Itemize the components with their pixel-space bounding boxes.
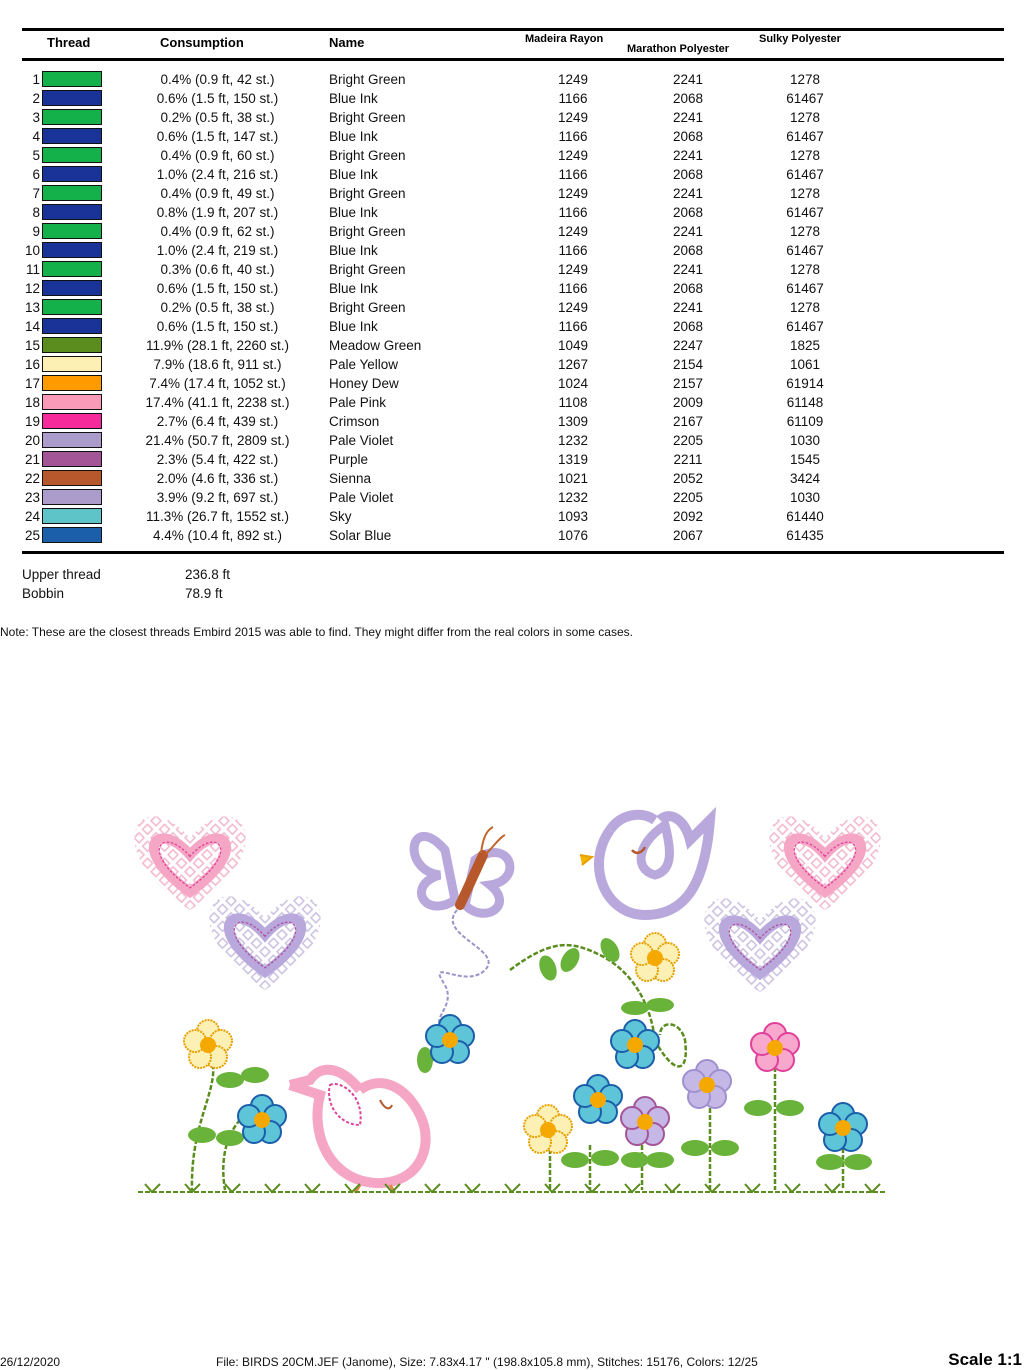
color-swatch xyxy=(42,375,102,391)
header-marathon-polyester: Marathon Polyester xyxy=(627,43,730,55)
sulky-code-cell: 1278 xyxy=(789,224,821,239)
marathon-code-cell: 2154 xyxy=(672,357,704,372)
thread-name-cell: Bright Green xyxy=(329,148,406,163)
color-swatch xyxy=(42,280,102,296)
table-row xyxy=(0,89,1024,108)
consumption-cell: 7.9% (18.6 ft, 911 st.) xyxy=(153,357,282,372)
file-info: File: BIRDS 20CM.JEF (Janome), Size: 7.83x4.17 " (198.8x105.8 mm), Stitches: 15176, Colors: 12/25 xyxy=(216,1355,758,1369)
flower-yellow-left xyxy=(184,1020,232,1068)
bird-pink xyxy=(290,1070,426,1193)
flower-violet-bottom xyxy=(621,1097,669,1145)
thread-number: 9 xyxy=(32,224,40,239)
madeira-code-cell: 1166 xyxy=(558,205,588,220)
consumption-cell: 1.0% (2.4 ft, 216 st.) xyxy=(156,167,279,182)
color-swatch xyxy=(42,242,102,258)
table-bottom-rule xyxy=(22,551,1004,554)
color-swatch xyxy=(42,318,102,334)
thread-number: 14 xyxy=(24,319,40,334)
sulky-code-cell: 1030 xyxy=(789,490,821,505)
color-swatch xyxy=(42,204,102,220)
marathon-code-cell: 2167 xyxy=(672,414,704,429)
thread-number: 6 xyxy=(32,167,40,182)
thread-name-cell: Sky xyxy=(329,509,352,524)
thread-number: 5 xyxy=(32,148,40,163)
consumption-cell: 0.6% (1.5 ft, 150 st.) xyxy=(156,281,279,296)
marathon-code-cell: 2205 xyxy=(672,433,704,448)
consumption-cell: 17.4% (41.1 ft, 2238 st.) xyxy=(145,395,290,410)
madeira-code-cell: 1108 xyxy=(558,395,588,410)
marathon-code-cell: 2157 xyxy=(672,376,704,391)
sulky-code-cell: 1278 xyxy=(789,300,821,315)
marathon-code-cell: 2068 xyxy=(672,129,704,144)
consumption-cell: 0.6% (1.5 ft, 147 st.) xyxy=(156,129,279,144)
madeira-code-cell: 1319 xyxy=(557,452,589,467)
thread-number: 7 xyxy=(32,186,40,201)
madeira-code-cell: 1166 xyxy=(558,319,588,334)
color-swatch xyxy=(42,432,102,448)
table-row xyxy=(0,260,1024,279)
table-row xyxy=(0,317,1024,336)
table-row xyxy=(0,146,1024,165)
consumption-cell: 0.3% (0.6 ft, 40 st.) xyxy=(160,262,275,277)
sulky-code-cell: 3424 xyxy=(789,471,821,486)
sulky-code-cell: 1030 xyxy=(789,433,821,448)
table-row xyxy=(0,279,1024,298)
consumption-cell: 0.6% (1.5 ft, 150 st.) xyxy=(156,91,279,106)
bird-violet xyxy=(580,815,710,915)
madeira-code-cell: 1232 xyxy=(557,490,589,505)
table-row xyxy=(0,393,1024,412)
color-swatch xyxy=(42,394,102,410)
table-row xyxy=(0,355,1024,374)
thread-name-cell: Bright Green xyxy=(329,110,406,125)
thread-name-cell: Solar Blue xyxy=(329,528,392,543)
color-swatch xyxy=(42,470,102,486)
table-row xyxy=(0,526,1024,545)
bobbin-label: Bobbin xyxy=(22,586,65,601)
sulky-code-cell: 61440 xyxy=(786,509,824,524)
flower-stems xyxy=(192,945,843,1190)
thread-number: 24 xyxy=(24,509,40,524)
thread-name-cell: Pale Violet xyxy=(329,433,394,448)
sulky-code-cell: 61467 xyxy=(786,243,824,258)
color-swatch xyxy=(42,451,102,467)
table-row xyxy=(0,184,1024,203)
madeira-code-cell: 1024 xyxy=(557,376,589,391)
thread-name-cell: Blue Ink xyxy=(329,91,378,106)
butterfly xyxy=(414,827,510,1025)
marathon-code-cell: 2067 xyxy=(672,528,704,543)
consumption-cell: 2.0% (4.6 ft, 336 st.) xyxy=(156,471,279,486)
table-row xyxy=(0,165,1024,184)
consumption-cell: 0.4% (0.9 ft, 42 st.) xyxy=(160,72,275,87)
flower-violet-mid xyxy=(683,1060,731,1108)
marathon-code-cell: 2009 xyxy=(672,395,704,410)
color-swatch xyxy=(42,527,102,543)
heart-pink-left xyxy=(134,816,245,910)
table-row xyxy=(0,431,1024,450)
thread-name-cell: Blue Ink xyxy=(329,281,378,296)
table-row xyxy=(0,298,1024,317)
thread-name-cell: Bright Green xyxy=(329,72,406,87)
sulky-code-cell: 1061 xyxy=(789,357,821,372)
embroidery-preview xyxy=(130,790,890,1200)
madeira-code-cell: 1076 xyxy=(557,528,589,543)
color-swatch xyxy=(42,147,102,163)
madeira-code-cell: 1267 xyxy=(557,357,589,372)
table-row xyxy=(0,70,1024,89)
marathon-code-cell: 2241 xyxy=(672,148,704,163)
thread-number: 11 xyxy=(25,262,40,277)
scale-label: Scale 1:1 xyxy=(948,1350,1022,1369)
thread-number: 18 xyxy=(24,395,40,410)
madeira-code-cell: 1166 xyxy=(558,129,588,144)
table-row xyxy=(0,412,1024,431)
sulky-code-cell: 61467 xyxy=(786,129,824,144)
consumption-cell: 4.4% (10.4 ft, 892 st.) xyxy=(152,528,283,543)
color-swatch xyxy=(42,299,102,315)
sulky-code-cell: 61148 xyxy=(786,395,824,410)
thread-number: 4 xyxy=(32,129,40,144)
marathon-code-cell: 2068 xyxy=(672,167,704,182)
sulky-code-cell: 61435 xyxy=(786,528,824,543)
madeira-code-cell: 1249 xyxy=(557,300,589,315)
header-sulky-polyester: Sulky Polyester xyxy=(759,33,841,45)
thread-table-body xyxy=(0,70,1024,545)
madeira-code-cell: 1249 xyxy=(557,72,589,87)
thread-name-cell: Pale Pink xyxy=(329,395,387,410)
flower-yellow-top xyxy=(631,933,679,981)
marathon-code-cell: 2241 xyxy=(672,300,704,315)
thread-number: 23 xyxy=(24,490,40,505)
color-swatch xyxy=(42,489,102,505)
consumption-cell: 0.2% (0.5 ft, 38 st.) xyxy=(160,300,275,315)
thread-number: 22 xyxy=(24,471,40,486)
madeira-code-cell: 1166 xyxy=(558,243,588,258)
sulky-code-cell: 61467 xyxy=(786,281,824,296)
marathon-code-cell: 2052 xyxy=(672,471,704,486)
thread-name-cell: Blue Ink xyxy=(329,319,378,334)
table-row xyxy=(0,374,1024,393)
madeira-code-cell: 1249 xyxy=(557,224,589,239)
color-swatch xyxy=(42,356,102,372)
sulky-code-cell: 61467 xyxy=(786,205,824,220)
marathon-code-cell: 2068 xyxy=(672,281,704,296)
madeira-code-cell: 1049 xyxy=(557,338,589,353)
color-swatch xyxy=(42,185,102,201)
table-row xyxy=(0,127,1024,146)
header-consumption: Consumption xyxy=(160,35,244,50)
thread-number: 13 xyxy=(24,300,40,315)
marathon-code-cell: 2068 xyxy=(672,91,704,106)
table-top-rule xyxy=(22,28,1004,31)
color-swatch xyxy=(42,109,102,125)
thread-number: 15 xyxy=(24,338,40,353)
sulky-code-cell: 1278 xyxy=(789,148,821,163)
thread-number: 8 xyxy=(32,205,40,220)
thread-name-cell: Bright Green xyxy=(329,262,406,277)
madeira-code-cell: 1249 xyxy=(557,262,589,277)
thread-number: 25 xyxy=(24,528,40,543)
consumption-cell: 21.4% (50.7 ft, 2809 st.) xyxy=(145,433,290,448)
upper-thread-label: Upper thread xyxy=(22,567,101,582)
color-swatch xyxy=(42,128,102,144)
marathon-code-cell: 2092 xyxy=(672,509,704,524)
print-date: 26/12/2020 xyxy=(0,1355,61,1369)
thread-number: 3 xyxy=(32,110,40,125)
heart-pink-right xyxy=(769,816,880,910)
header-thread: Thread xyxy=(47,35,91,50)
color-swatch xyxy=(42,261,102,277)
consumption-cell: 2.3% (5.4 ft, 422 st.) xyxy=(156,452,279,467)
marathon-code-cell: 2211 xyxy=(673,452,703,467)
consumption-cell: 3.9% (9.2 ft, 697 st.) xyxy=(156,490,279,505)
sulky-code-cell: 1278 xyxy=(789,72,821,87)
flower-blue-bottom xyxy=(574,1075,622,1123)
thread-number: 20 xyxy=(24,433,40,448)
consumption-cell: 1.0% (2.4 ft, 219 st.) xyxy=(156,243,279,258)
marathon-code-cell: 2241 xyxy=(672,186,704,201)
table-row xyxy=(0,108,1024,127)
consumption-cell: 7.4% (17.4 ft, 1052 st.) xyxy=(149,376,286,391)
sulky-code-cell: 1278 xyxy=(789,110,821,125)
ground-line xyxy=(138,1184,885,1192)
table-row xyxy=(0,222,1024,241)
thread-number: 17 xyxy=(24,376,40,391)
thread-number: 10 xyxy=(24,243,40,258)
color-swatch xyxy=(42,166,102,182)
color-swatch xyxy=(42,337,102,353)
color-swatch xyxy=(42,413,102,429)
thread-note: Note: These are the closest threads Embird 2015 was able to find. They might differ from the real colors in some cases. xyxy=(0,625,633,639)
flower-blue-bird xyxy=(426,1015,474,1063)
color-swatch xyxy=(42,90,102,106)
madeira-code-cell: 1093 xyxy=(557,509,589,524)
table-row xyxy=(0,488,1024,507)
sulky-code-cell: 1825 xyxy=(789,338,821,353)
consumption-cell: 0.8% (1.9 ft, 207 st.) xyxy=(156,205,279,220)
madeira-code-cell: 1166 xyxy=(558,281,588,296)
consumption-cell: 2.7% (6.4 ft, 439 st.) xyxy=(156,414,279,429)
marathon-code-cell: 2205 xyxy=(672,490,704,505)
flower-blue-right xyxy=(819,1103,867,1151)
thread-name-cell: Crimson xyxy=(329,414,380,429)
thread-name-cell: Blue Ink xyxy=(329,167,378,182)
marathon-code-cell: 2241 xyxy=(672,72,704,87)
madeira-code-cell: 1249 xyxy=(557,110,589,125)
sulky-code-cell: 61467 xyxy=(786,91,824,106)
thread-name-cell: Bright Green xyxy=(329,186,406,201)
consumption-cell: 0.4% (0.9 ft, 62 st.) xyxy=(160,224,275,239)
sulky-code-cell: 61109 xyxy=(786,414,824,429)
marathon-code-cell: 2068 xyxy=(672,243,704,258)
color-swatch xyxy=(42,508,102,524)
thread-name-cell: Pale Yellow xyxy=(329,357,399,372)
color-swatch xyxy=(42,71,102,87)
sulky-code-cell: 61914 xyxy=(786,376,824,391)
thread-name-cell: Pale Violet xyxy=(329,490,394,505)
thread-name-cell: Blue Ink xyxy=(329,129,378,144)
sulky-code-cell: 1278 xyxy=(789,262,821,277)
madeira-code-cell: 1021 xyxy=(557,471,589,486)
thread-name-cell: Blue Ink xyxy=(329,205,378,220)
consumption-cell: 0.4% (0.9 ft, 60 st.) xyxy=(160,148,275,163)
thread-name-cell: Purple xyxy=(329,452,369,467)
consumption-cell: 0.6% (1.5 ft, 150 st.) xyxy=(156,319,279,334)
thread-number: 21 xyxy=(24,452,40,467)
consumption-cell: 0.4% (0.9 ft, 49 st.) xyxy=(160,186,275,201)
thread-number: 2 xyxy=(32,91,40,106)
madeira-code-cell: 1309 xyxy=(557,414,589,429)
consumption-cell: 11.3% (26.7 ft, 1552 st.) xyxy=(145,509,290,524)
bobbin-value: 78.9 ft xyxy=(185,586,223,601)
sulky-code-cell: 61467 xyxy=(786,319,824,334)
flower-pink-right xyxy=(751,1023,799,1071)
thread-number: 16 xyxy=(24,357,40,372)
upper-thread-value: 236.8 ft xyxy=(185,567,231,582)
header-madeira-rayon: Madeira Rayon xyxy=(525,33,604,45)
consumption-cell: 11.9% (28.1 ft, 2260 st.) xyxy=(145,338,290,353)
thread-number: 12 xyxy=(24,281,40,296)
marathon-code-cell: 2247 xyxy=(672,338,704,353)
table-row xyxy=(0,469,1024,488)
header-name: Name xyxy=(329,35,365,50)
heart-violet-right xyxy=(704,898,815,992)
consumption-cell: 0.2% (0.5 ft, 38 st.) xyxy=(160,110,275,125)
table-row xyxy=(0,450,1024,469)
table-row xyxy=(0,336,1024,355)
marathon-code-cell: 2241 xyxy=(672,110,704,125)
marathon-code-cell: 2241 xyxy=(672,262,704,277)
sulky-code-cell: 1278 xyxy=(789,186,821,201)
madeira-code-cell: 1166 xyxy=(558,167,588,182)
marathon-code-cell: 2241 xyxy=(672,224,704,239)
marathon-code-cell: 2068 xyxy=(672,319,704,334)
flower-blue-left xyxy=(238,1095,286,1143)
thread-name-cell: Bright Green xyxy=(329,224,406,239)
marathon-code-cell: 2068 xyxy=(672,205,704,220)
table-header-rule xyxy=(22,58,1004,61)
color-swatch xyxy=(42,223,102,239)
madeira-code-cell: 1232 xyxy=(557,433,589,448)
table-row xyxy=(0,241,1024,260)
sulky-code-cell: 1545 xyxy=(789,452,821,467)
thread-name-cell: Blue Ink xyxy=(329,243,378,258)
madeira-code-cell: 1166 xyxy=(558,91,588,106)
heart-violet-left xyxy=(209,896,320,990)
madeira-code-cell: 1249 xyxy=(557,148,589,163)
thread-name-cell: Honey Dew xyxy=(329,376,399,391)
flower-yellow-bottom xyxy=(524,1105,572,1153)
madeira-code-cell: 1249 xyxy=(557,186,589,201)
thread-number: 1 xyxy=(32,72,40,87)
table-row xyxy=(0,507,1024,526)
table-row xyxy=(0,203,1024,222)
thread-number: 19 xyxy=(24,414,40,429)
thread-name-cell: Sienna xyxy=(329,471,372,486)
sulky-code-cell: 61467 xyxy=(786,167,824,182)
thread-name-cell: Meadow Green xyxy=(329,338,422,353)
thread-name-cell: Bright Green xyxy=(329,300,406,315)
